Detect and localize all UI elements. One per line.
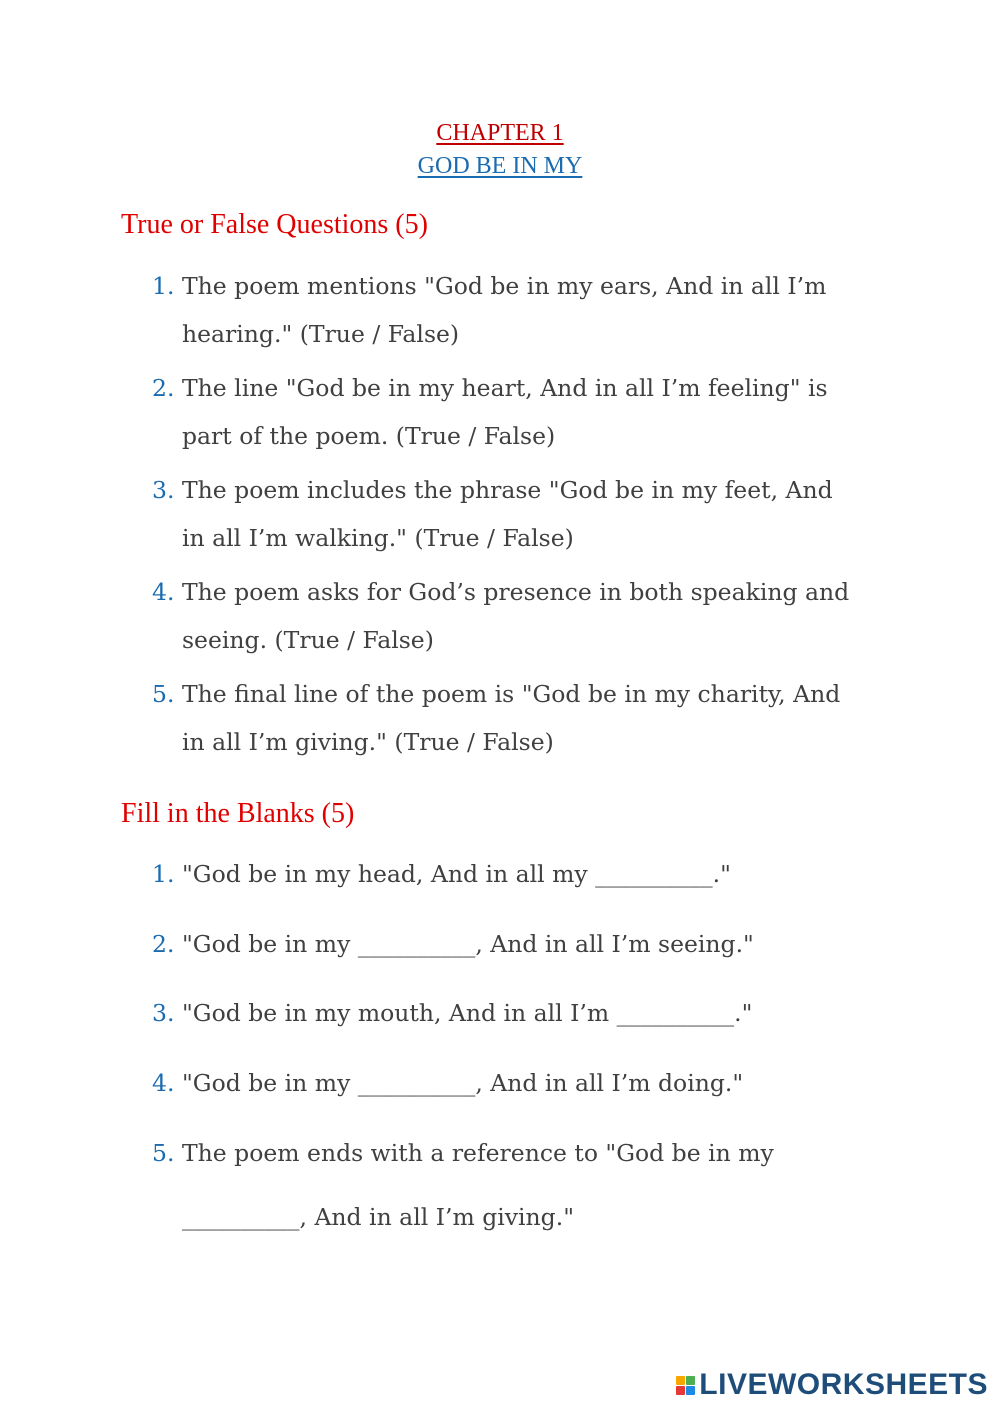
- brand-text: LIVEWORKSHEETS: [699, 1368, 988, 1401]
- question-number: 4.: [152, 1069, 175, 1097]
- liveworksheets-logo-icon: [676, 1376, 695, 1395]
- question-number: 5.: [152, 1139, 175, 1167]
- fill-blank-question-2: [152, 920, 882, 968]
- true-false-question-2: [152, 364, 882, 460]
- question-number: 5.: [152, 680, 175, 708]
- fill-blanks-heading: Fill in the Blanks (5): [121, 798, 355, 829]
- true-false-question-5: [152, 670, 882, 766]
- fill-blank-question-3: [152, 989, 882, 1037]
- liveworksheets-brand: [676, 1368, 988, 1402]
- question-text-line-2: seeing. (True / False): [182, 626, 434, 654]
- true-false-heading: True or False Questions (5): [121, 209, 428, 240]
- question-text-line-2: in all I’m walking." (True / False): [182, 524, 574, 552]
- question-text-line-1: "God be in my mouth, And in all I’m __________.": [182, 999, 753, 1027]
- question-number: 1.: [152, 860, 175, 888]
- question-text-line-2: __________, And in all I’m giving.": [182, 1203, 575, 1231]
- question-text-line-1: The line "God be in my heart, And in all I’m feeling" is: [182, 374, 828, 402]
- question-number: 2.: [152, 374, 175, 402]
- chapter-number: CHAPTER 1: [436, 120, 564, 146]
- question-number: 4.: [152, 578, 175, 606]
- question-text-line-1: The poem asks for God’s presence in both speaking and: [182, 578, 850, 606]
- question-text-line-1: The poem ends with a reference to "God be in my: [182, 1139, 774, 1167]
- question-text-line-2: part of the poem. (True / False): [182, 422, 556, 450]
- question-text-line-1: The poem mentions "God be in my ears, And in all I’m: [182, 272, 827, 300]
- question-text-line-1: The poem includes the phrase "God be in my feet, And: [182, 476, 833, 504]
- logo-square: [686, 1376, 695, 1385]
- logo-square: [686, 1386, 695, 1395]
- question-number: 3.: [152, 476, 175, 504]
- true-false-question-3: [152, 466, 882, 562]
- fill-blank-question-4: [152, 1059, 882, 1107]
- question-text-line-2: in all I’m giving." (True / False): [182, 728, 554, 756]
- true-false-question-4: [152, 568, 882, 664]
- logo-square: [676, 1386, 685, 1395]
- question-number: 3.: [152, 999, 175, 1027]
- question-text-line-1: "God be in my __________, And in all I’m seeing.": [182, 930, 754, 958]
- true-false-question-1: [152, 262, 882, 358]
- fill-blank-question-5: [152, 1129, 882, 1241]
- question-text-line-2: hearing." (True / False): [182, 320, 460, 348]
- chapter-title: GOD BE IN MY: [417, 153, 583, 179]
- question-number: 1.: [152, 272, 175, 300]
- question-text-line-1: The final line of the poem is "God be in my charity, And: [182, 680, 841, 708]
- logo-square: [676, 1376, 685, 1385]
- fill-blank-question-1: [152, 850, 882, 898]
- question-text-line-1: "God be in my __________, And in all I’m doing.": [182, 1069, 744, 1097]
- question-number: 2.: [152, 930, 175, 958]
- question-text-line-1: "God be in my head, And in all my __________.": [182, 860, 731, 888]
